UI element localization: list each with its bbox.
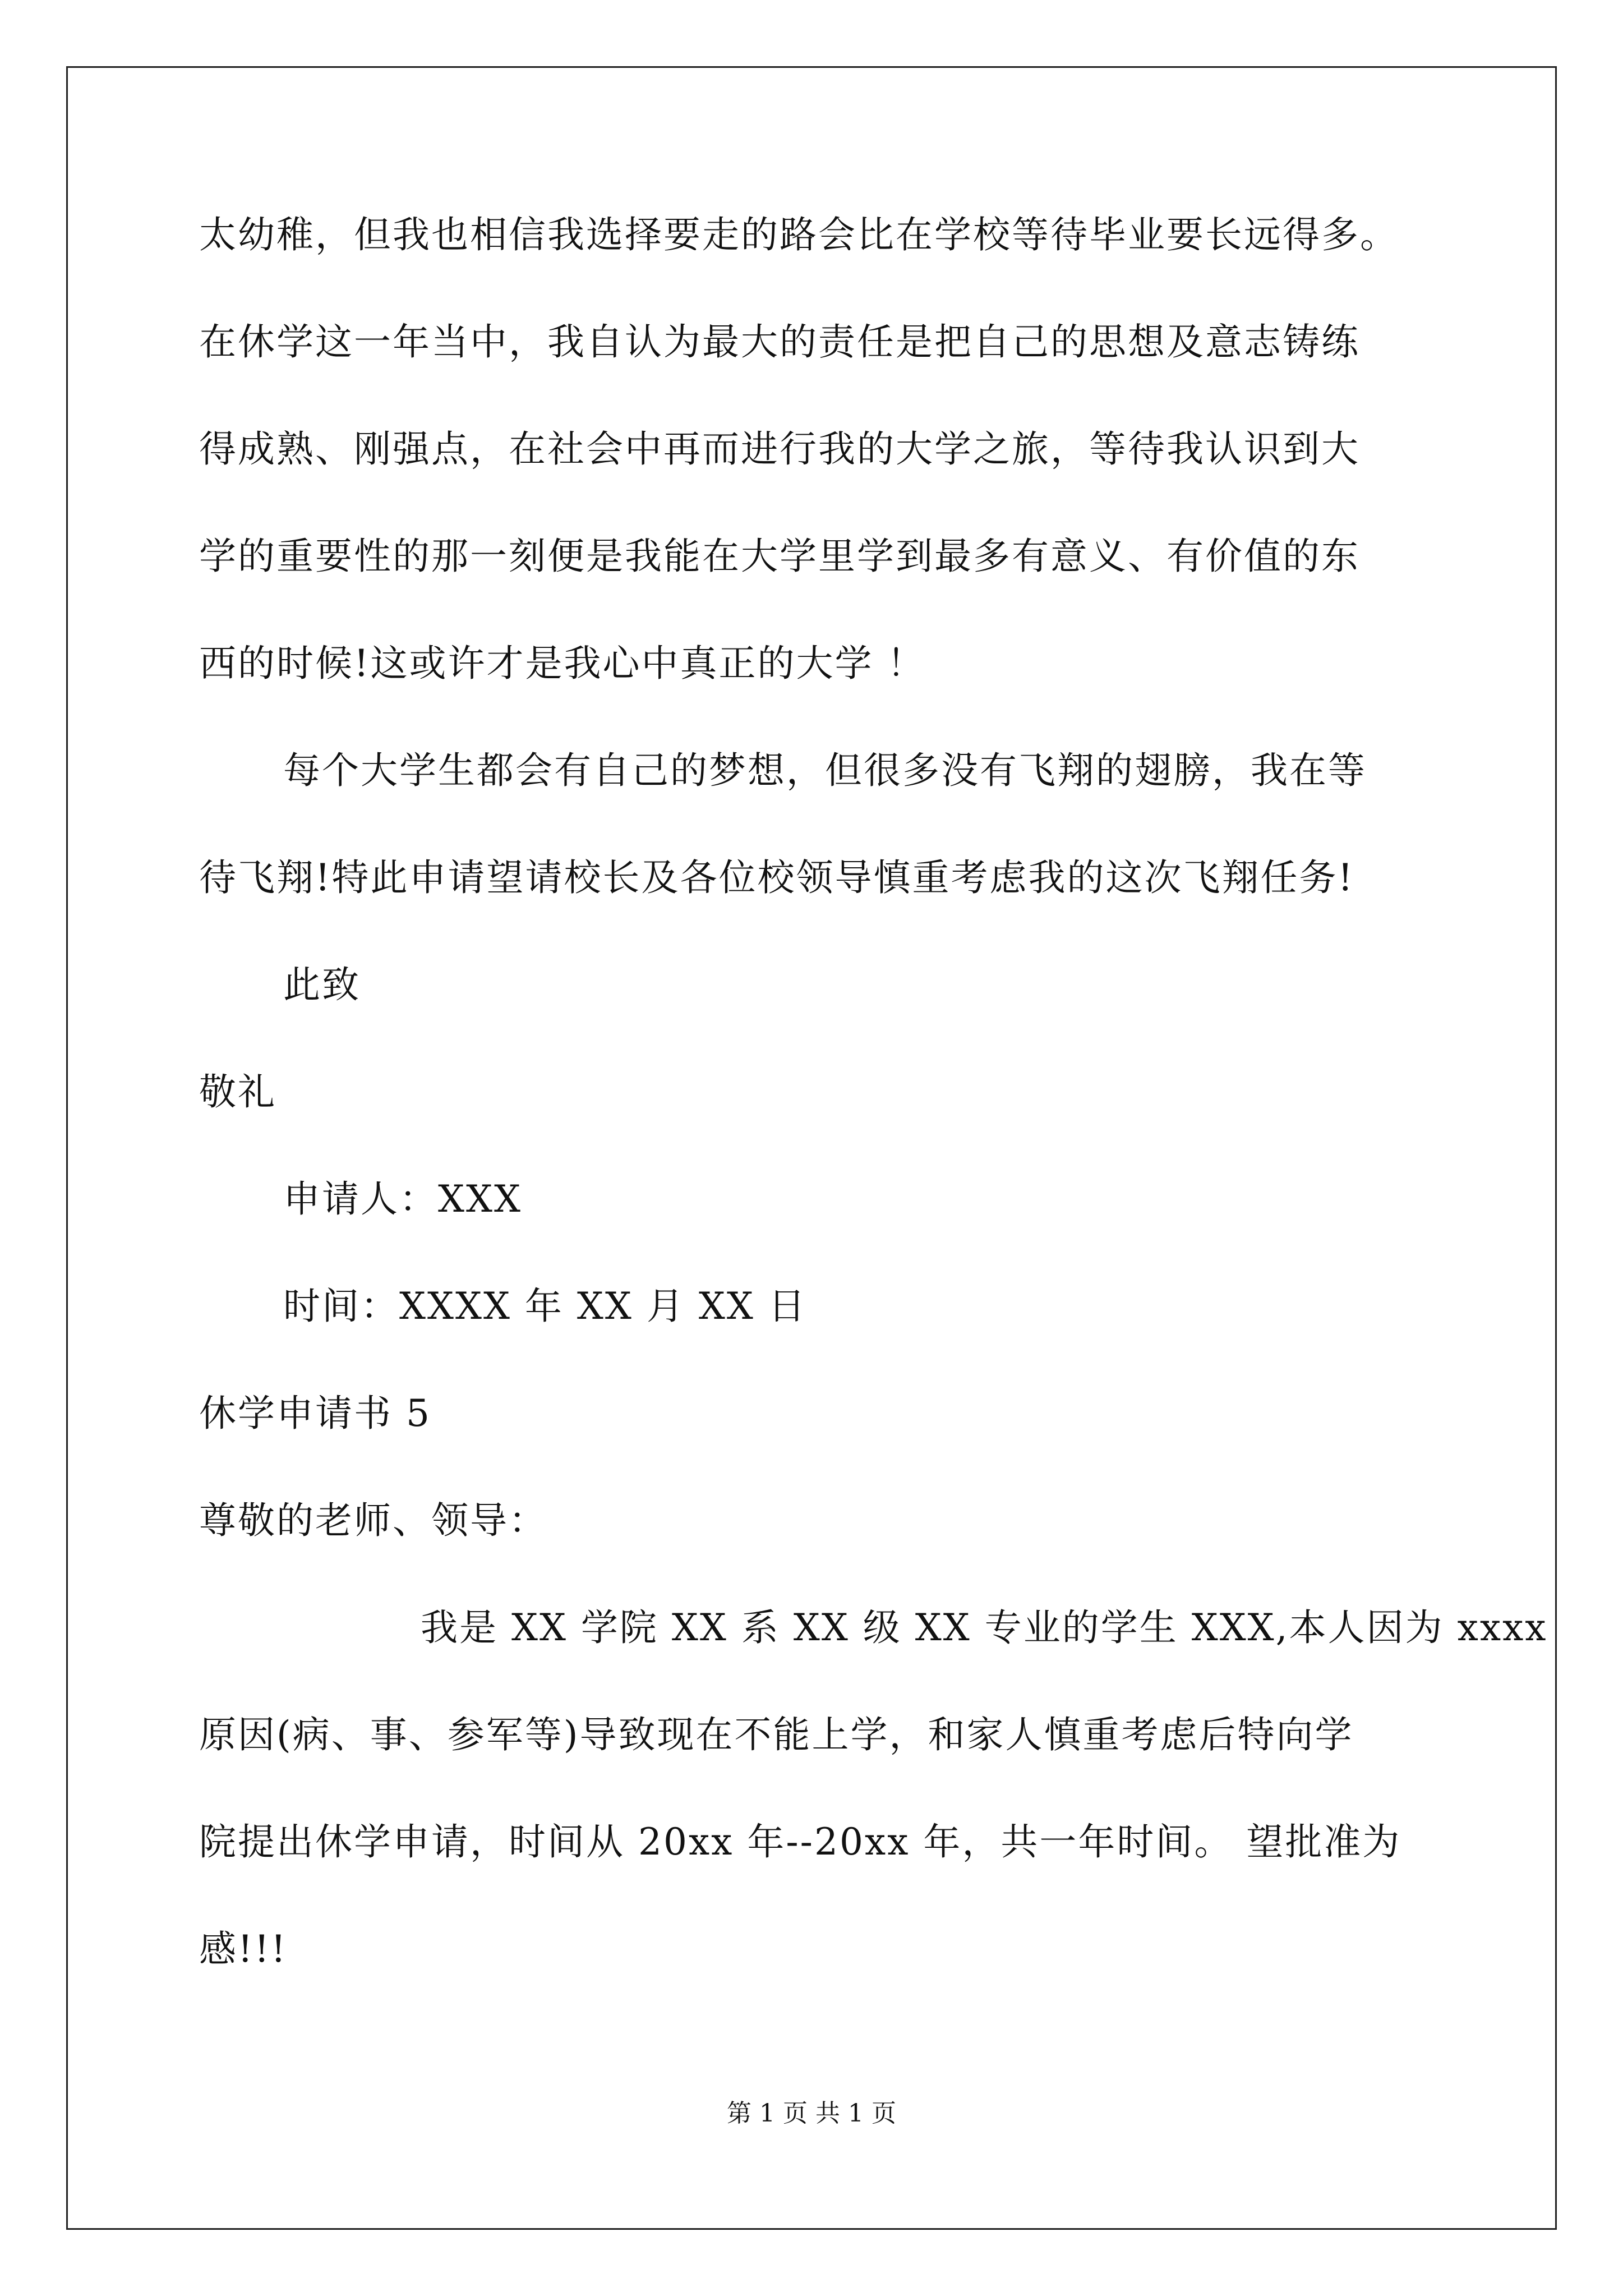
closing-salutation: 此致 [283,963,361,1006]
paragraph-line: 西的时候!这或许才是我心中真正的大学 ！ [199,642,926,685]
paragraph-line: 原因(病、事、参军等)导致现在不能上学，和家人慎重考虑后特向学 [199,1713,1354,1756]
paragraph-line: 院提出休学申请，时间从 20xx 年--20xx 年，共一年时间。 望批准为 [199,1820,1401,1864]
section-title: 休学申请书 5 [199,1392,431,1435]
page-border [66,66,1557,2230]
paragraph-line: 我是 XX 学院 XX 系 XX 级 XX 专业的学生 XXX,本人因为 xxxx [421,1606,1548,1649]
applicant-line: 申请人：XXX [283,1177,522,1221]
paragraph-line: 待飞翔!特此申请望请校长及各位校领导慎重考虑我的这次飞翔任务! [199,856,1355,899]
paragraph-line: 在休学这一年当中，我自认为最大的责任是把自己的思想及意志铸练 [199,320,1360,364]
paragraph-line: 每个大学生都会有自己的梦想，但很多没有飞翔的翅膀，我在等 [283,749,1367,792]
date-line: 时间：XXXX 年 XX 月 XX 日 [283,1285,807,1328]
page-footer: 第 1 页 共 1 页 [727,2099,896,2128]
paragraph-line: 得成熟、刚强点，在社会中再而进行我的大学之旅，等待我认识到大 [199,427,1360,471]
greeting-line: 尊敬的老师、领导： [199,1499,547,1542]
paragraph-line: 太幼稚，但我也相信我选择要走的路会比在学校等待毕业要长远得多。 [199,213,1399,256]
closing-respect: 敬礼 [199,1070,276,1114]
paragraph-line: 学的重要性的那一刻便是我能在大学里学到最多有意义、有价值的东 [199,535,1360,578]
paragraph-line: 感!!! [199,1927,288,1971]
